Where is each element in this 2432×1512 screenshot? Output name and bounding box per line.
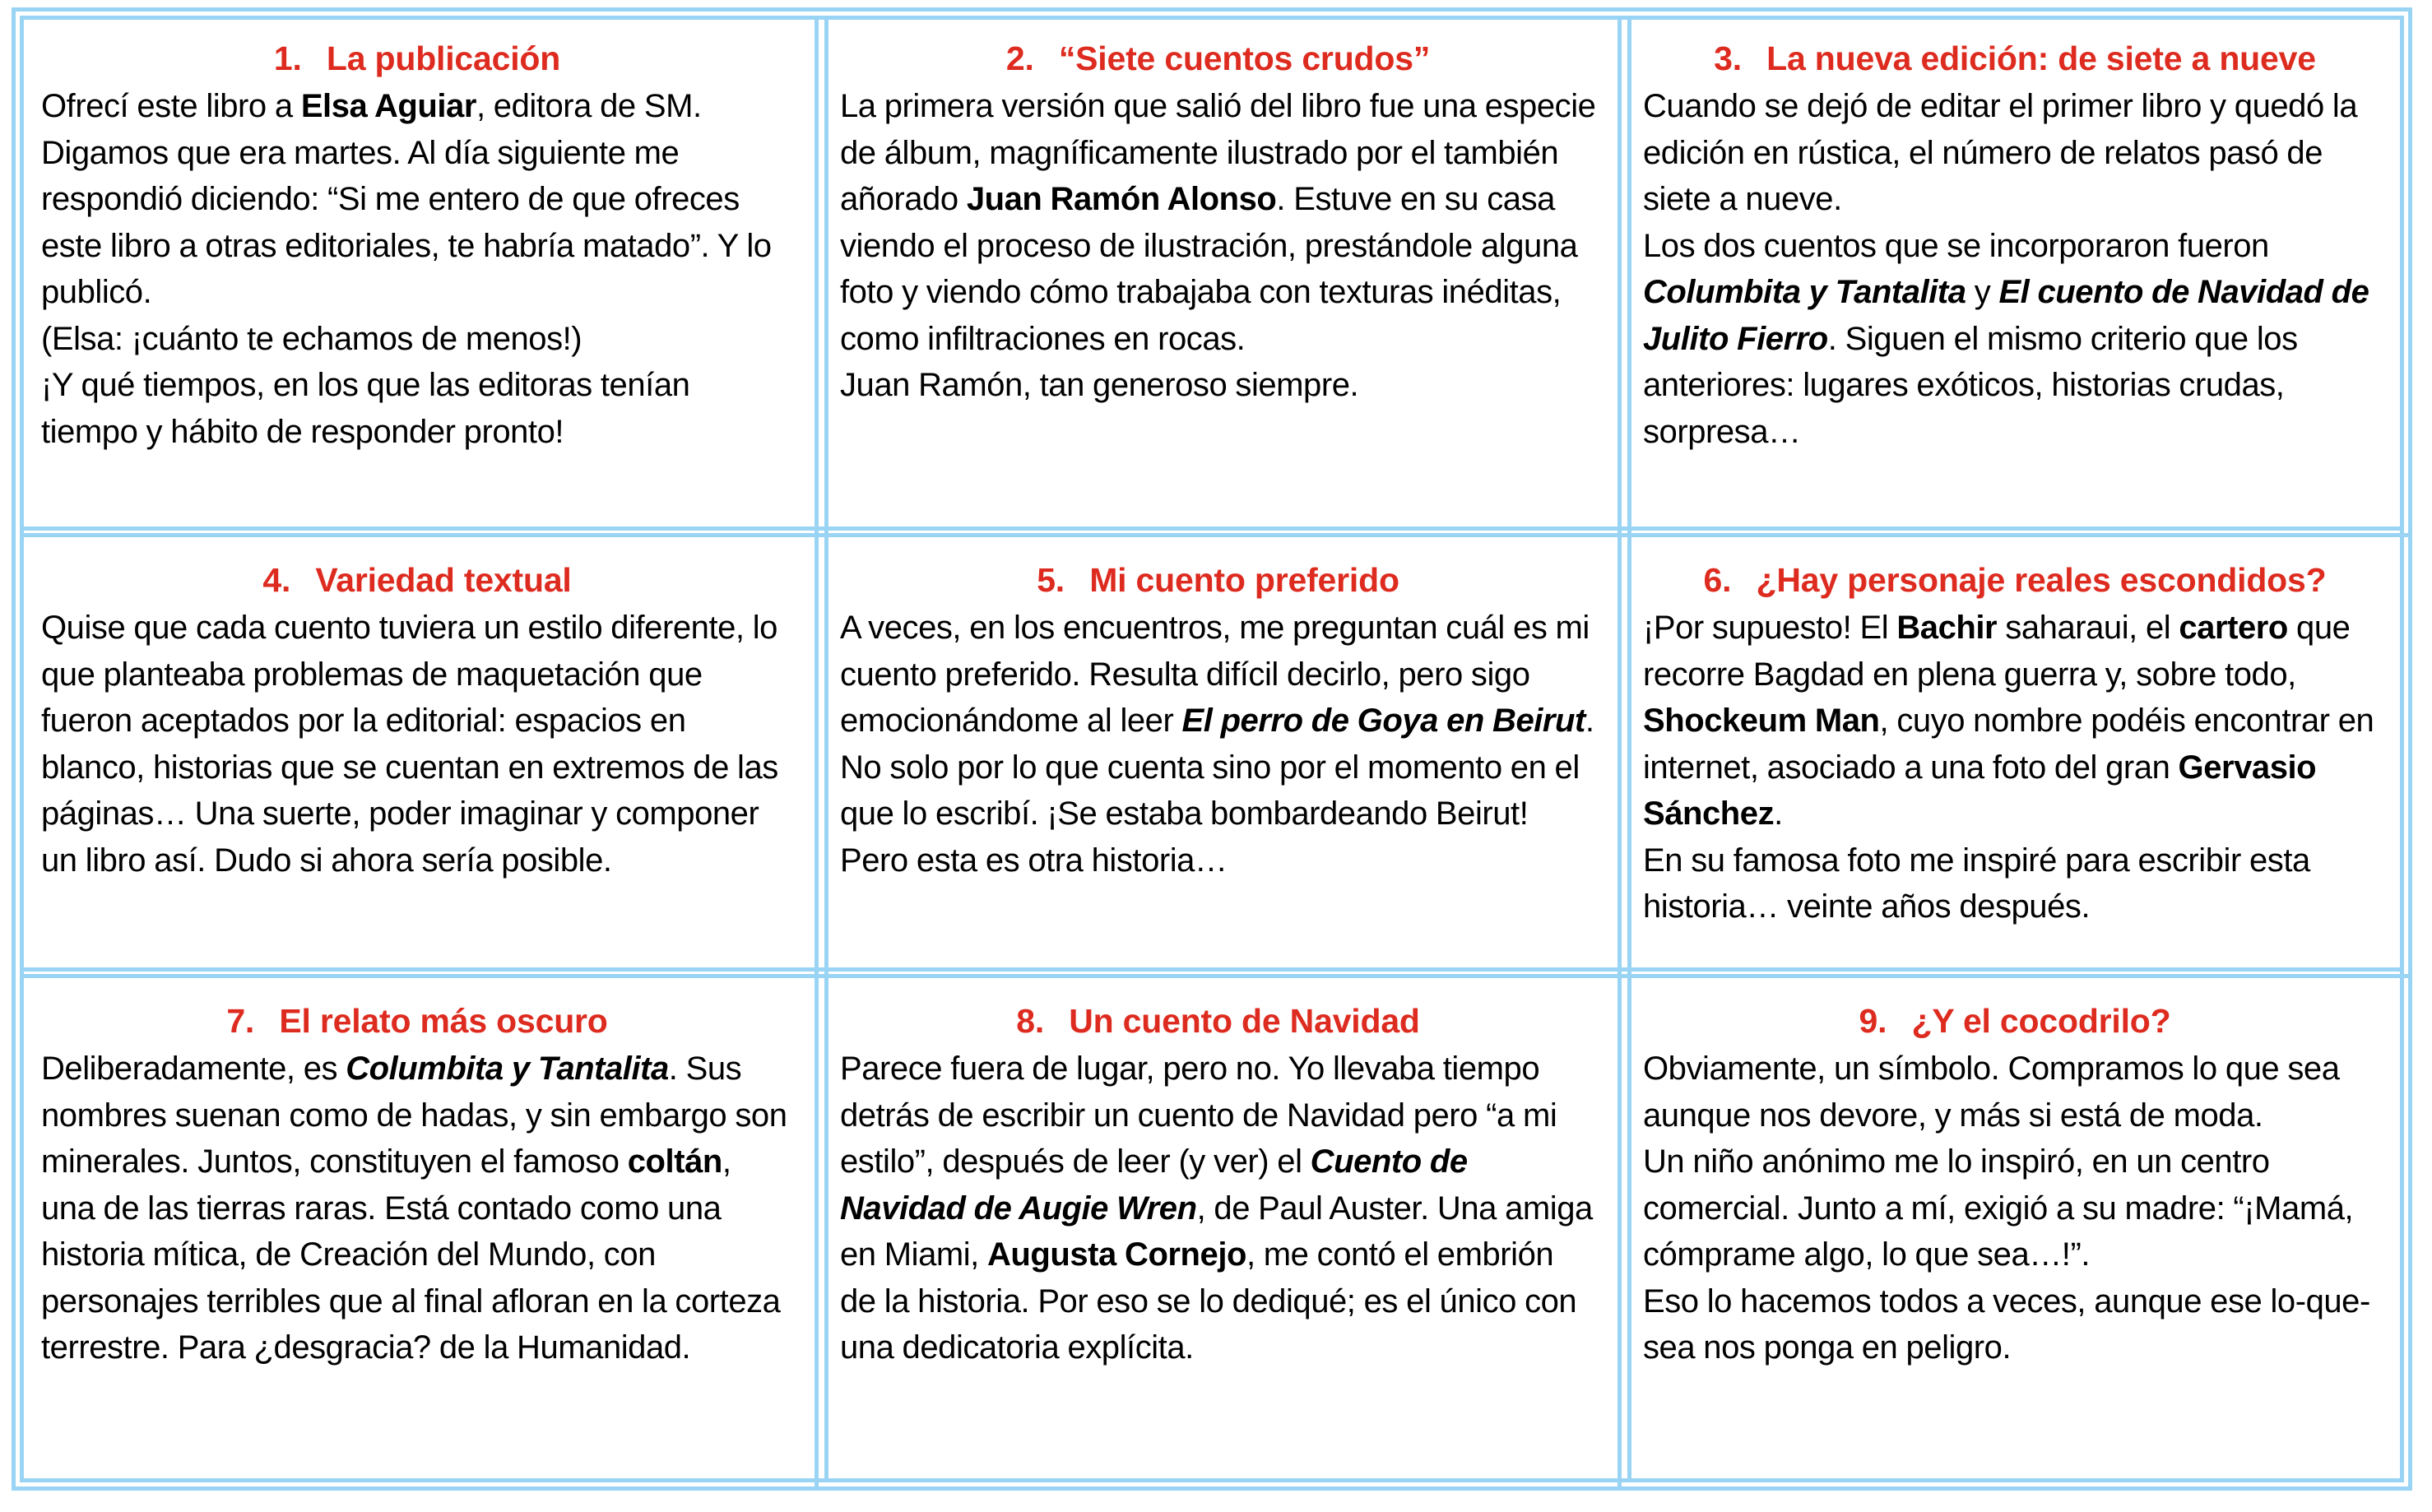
cell-paragraph: ¡Por supuesto! El Bachir saharaui, el cartero que recorre Bagdad en plena guerra y, sobre todo, Shockeum Man, cuyo nombre podéis encontrar en internet, asociado a una foto del gran Gervasio Sánchez.: [1643, 609, 2374, 833]
cell-heading-text: ¿Hay personaje reales escondidos?: [1756, 561, 2327, 599]
cell-heading-6: [1643, 562, 2387, 600]
cell-paragraph: Parece fuera de lugar, pero no. Yo llevaba tiempo detrás de escribir un cuento de Navidad pero “a mi estilo”, después de leer (y ver) el Cuento de Navidad de Augie Wren, de Paul Auster. Una amiga en Miami, Augusta Cornejo, me contó el embrión de la historia. Por eso se lo dediqué; es el único con una dedicatoria explícita.: [840, 1050, 1593, 1366]
grid-cell-1[interactable]: [20, 16, 819, 537]
grid-cell-8[interactable]: [819, 978, 1622, 1491]
cell-body-7: [41, 1046, 793, 1371]
cell-paragraph: Eso lo hacemos todos a veces, aunque ese lo-que-sea nos ponga en peligro.: [1643, 1282, 2370, 1366]
table-row: [20, 978, 2408, 1491]
cell-body-6: [1643, 605, 2387, 930]
cell-paragraph: Un niño anónimo me lo inspiró, en un centro comercial. Junto a mí, exigió a su madre: “¡Mamá, cómprame algo, lo que sea…!”.: [1643, 1143, 2354, 1273]
cell-paragraph: (Elsa: ¡cuánto te echamos de menos!): [41, 320, 582, 357]
cell-content-8: [819, 978, 1617, 1491]
cell-heading-number: 5.: [1037, 561, 1065, 599]
grid-cell-4[interactable]: [20, 537, 819, 978]
cell-heading-number: 4.: [262, 561, 291, 599]
cell-paragraph: ¡Y qué tiempos, en los que las editoras tenían tiempo y hábito de responder pronto!: [41, 367, 690, 451]
cell-paragraph: En su famosa foto me inspiré para escribir esta historia… veinte años después.: [1643, 842, 2310, 925]
cell-heading-8: [840, 1003, 1596, 1041]
cell-content-6: [1622, 537, 2408, 974]
cell-body-4: [41, 605, 793, 884]
column-divider-1-secondary: [824, 16, 828, 1482]
cell-paragraph: Ofrecí este libro a Elsa Aguiar, editora de SM. Digamos que era martes. Al día siguiente me respondió diciendo: “Si me entero de que ofreces este libro a otras editoriales, te habría matado”. Y lo publicó.: [41, 87, 772, 311]
grid-cell-2[interactable]: [819, 16, 1622, 537]
cell-paragraph: Quise que cada cuento tuviera un estilo diferente, lo que planteaba problemas de maquetación que fueron aceptados por la editorial: espacios en blanco, historias que se cuentan en extremos de las páginas… Una suerte, poder imaginar y componer un libro así. Dudo si ahora sería posible.: [41, 609, 778, 879]
cell-paragraph: Juan Ramón, tan generoso siempre.: [840, 367, 1359, 404]
cell-heading-2: [840, 40, 1596, 78]
cell-heading-text: Mi cuento preferido: [1089, 561, 1399, 599]
cell-heading-5: [840, 562, 1596, 600]
cell-heading-number: 9.: [1859, 1002, 1887, 1040]
column-divider-2-secondary: [1627, 16, 1631, 1482]
cell-content-4: [20, 537, 815, 974]
table-row: [20, 16, 2408, 537]
grid-cell-3[interactable]: [1622, 16, 2408, 537]
cell-paragraph: Cuando se dejó de editar el primer libro y quedó la edición en rústica, el número de relatos pasó de siete a nueve.: [1643, 87, 2358, 218]
cell-heading-7: [41, 1003, 793, 1041]
cell-body-3: [1643, 83, 2387, 456]
cell-heading-number: 2.: [1005, 39, 1034, 77]
cell-content-2: [819, 16, 1617, 533]
cell-paragraph: Deliberadamente, es Columbita y Tantalita. Sus nombres suenan como de hadas, y sin embargo son minerales. Juntos, constituyen el famoso coltán, una de las tierras raras. Está contado como una historia mítica, de Creación del Mundo, con personajes terribles que al final afloran en la corteza terrestre. Para ¿desgracia? de la Humanidad.: [41, 1050, 787, 1366]
cell-content-9: [1622, 978, 2408, 1491]
cell-heading-number: 8.: [1016, 1002, 1045, 1040]
cell-content-7: [20, 978, 815, 1491]
cell-heading-number: 6.: [1703, 561, 1732, 599]
content-grid: [20, 16, 2408, 1491]
cell-heading-text: La publicación: [326, 39, 561, 77]
grid-cell-9[interactable]: [1622, 978, 2408, 1491]
cell-heading-1: [41, 40, 793, 78]
cell-heading-number: 3.: [1714, 39, 1742, 77]
cell-heading-text: ¿Y el cocodrilo?: [1911, 1002, 2171, 1040]
cell-heading-number: 1.: [273, 39, 302, 77]
cell-body-8: [840, 1046, 1596, 1371]
cell-paragraph: Los dos cuentos que se incorporaron fueron Columbita y Tantalita y El cuento de Navidad de Julito Fierro. Siguen el mismo criterio que los anteriores: lugares exóticos, historias crudas, sorpresa…: [1643, 227, 2369, 451]
cell-body-2: [840, 83, 1596, 409]
cell-heading-number: 7.: [226, 1002, 255, 1040]
table-row: [20, 537, 2408, 978]
cell-content-5: [819, 537, 1617, 974]
cell-paragraph: A veces, en los encuentros, me preguntan cuál es mi cuento preferido. Resulta difícil decirlo, pero sigo emocionándome al leer El perro de Goya en Beirut. No solo por lo que cuenta sino por el momento en el que lo escribí. ¡Se estaba bombardeando Beirut!: [840, 609, 1594, 833]
cell-paragraph: La primera versión que salió del libro fue una especie de álbum, magníficamente ilustrado por el también añorado Juan Ramón Alonso. Estuve en su casa viendo el proceso de ilustración, prestándole alguna foto y viendo cómo trabajaba con texturas inéditas, como infiltraciones en rocas.: [840, 87, 1596, 357]
cell-paragraph: Pero esta es otra historia…: [840, 842, 1228, 879]
cell-heading-text: Variedad textual: [315, 561, 572, 599]
grid-cell-5[interactable]: [819, 537, 1622, 978]
cell-body-1: [41, 83, 793, 456]
cell-heading-4: [41, 562, 793, 600]
grid-cell-7[interactable]: [20, 978, 819, 1491]
row-divider-1-secondary: [20, 526, 2404, 531]
cell-heading-text: La nueva edición: de siete a nueve: [1766, 39, 2316, 77]
cell-heading-3: [1643, 40, 2387, 78]
grid-cell-6[interactable]: [1622, 537, 2408, 978]
cell-paragraph: Obviamente, un símbolo. Compramos lo que sea aunque nos devore, y más si está de moda.: [1643, 1050, 2340, 1134]
cell-body-9: [1643, 1046, 2387, 1371]
cell-heading-9: [1643, 1003, 2387, 1041]
cell-body-5: [840, 605, 1596, 884]
cell-heading-text: El relato más oscuro: [279, 1002, 608, 1040]
row-divider-2-secondary: [20, 967, 2404, 972]
cell-heading-text: “Siete cuentos crudos”: [1058, 39, 1431, 77]
cell-heading-text: Un cuento de Navidad: [1069, 1002, 1420, 1040]
cell-content-1: [20, 16, 815, 533]
cell-content-3: [1622, 16, 2408, 533]
